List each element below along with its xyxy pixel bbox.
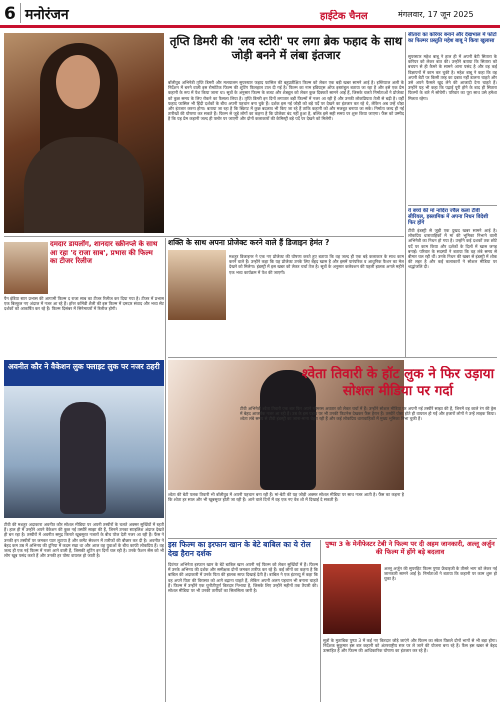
section-divider: [168, 538, 497, 539]
page-number: 6: [4, 4, 16, 24]
masthead-divider: [20, 3, 21, 23]
prabhas-headline: दमदार डायलॉग, शानदार स्क्रीनप्ले के साथ आ रहा 'द राजा साब', प्रभास की फिल्म का टीजर रिलीज: [50, 240, 158, 265]
right-story-1-body: सुपरस्टार महेश बाबू ने हाल ही में अपनी बेटी सितारा के करियर को लेकर बात की। उन्होंने बताया कि सितारा को बचपन से ही कैमरे के सामने आना पसंद है और वह कई विज्ञापनों में काम कर चुकी है। महेश बाबू ने कहा कि वह अपनी बेटी पर किसी तरह का दबाव नहीं डालना चाहते और उसे अपने फैसले खुद लेने की आजादी देना चाहते हैं। उन्होंने यह भी कहा कि पढ़ाई पूरी होने के बाद ही सितारा फिल्मों के बारे में सोचेगी। परिवार का पूरा साथ उसे हमेशा मिलता रहेगा।: [408, 54, 497, 101]
lead-headline: तृप्ति डिमरी की 'लव स्टोरी' पर लगा ब्रेक फहाद के साथ जोड़ी बनने में लंबा इंतजार: [169, 34, 403, 62]
shweta-body-continued: श्वेता की बेटी पलक तिवारी भी बॉलीवुड में अपनी पहचान बना रही हैं। मां-बेटी की यह जोड़ी अक्सर सोशल मीडिया पर साथ नजर आती है। फैंस का कहना है कि श्वेता हर साल और भी खूबसूरत होती जा रही हैं। आने वाले दिनों में वह एक नए वेब शो में दिखाई दे सकती हैं।: [168, 492, 404, 503]
avneet-photo-figure: [60, 402, 106, 514]
masthead: [0, 0, 500, 28]
designer-photo: [168, 250, 226, 320]
babil-headline: इस फिल्म का इरफान खान के बेटे बाबिल का ये रोल देख हैरान दर्शक: [168, 540, 311, 558]
column-divider: [320, 540, 321, 702]
pushpa-body: अल्लू अर्जुन की सुपरहिट फिल्म पुष्पा फ्रेंचाइजी के तीसरे भाग को लेकर नई जानकारी सामने आई है। निर्माताओं ने बताया कि कहानी पर काम शुरू हो चुका है।: [384, 566, 497, 582]
avneet-photo: [4, 386, 164, 518]
babil-body: दिवंगत अभिनेता इरफान खान के बेटे बाबिल खान अपनी नई फिल्म को लेकर सुर्खियों में हैं। फिल्म में उनके अभिनय की दर्शक और समीक्षक दोनों जमकर तारीफ कर रहे हैं। कई लोगों का कहना है कि बाबिल की अदाकारी में उनके पिता की झलक साफ दिखाई देती है। बाबिल ने एक इंटरव्यू में कहा कि वह अपने पिता की विरासत को आगे बढ़ाना चाहते हैं, लेकिन अपनी अलग पहचान भी बनाना चाहते हैं। फिल्म में उन्होंने एक चुनौतीपूर्ण किरदार निभाया है, जिसके लिए उन्होंने महीनों तक तैयारी की। सोशल मीडिया पर भी उनकी तारीफों का सिलसिला जारी है।: [168, 562, 318, 594]
prabhas-photo: [4, 242, 48, 294]
designer-headline: शक्ति के साथ अपना प्रोजेक्ट करने वाले हैं डिजाइन हेमंत ?: [168, 238, 330, 247]
lead-body: बॉलीवुड अभिनेत्री तृप्ति डिमरी और मलयालम सुपरस्टार फहाद फासिल की बहुप्रतीक्षित फिल्म को लेकर एक बड़ी खबर सामने आई है। इम्तियाज अली के निर्देशन में बनने वाली इस रोमांटिक फिल्म की शूटिंग फिलहाल टाल दी गई है। फिल्म का नाम इडियट्स ऑफ इस्तांबुल बताया जा रहा है और इसे एक प्रेम कहानी के रूप में पेश किया जाना था। सूत्रों के अनुसार फिल्म के बजट और शेड्यूल को लेकर कुछ दिक्कतें सामने आई हैं, जिसके चलते निर्माताओं ने प्रोजेक्ट को कुछ समय के लिए रोकने का फैसला लिया है। तृप्ति डिमरी इन दिनों लगातार बड़ी फिल्मों में नजर आ रही हैं और उनकी लोकप्रियता तेजी से बढ़ी है। वहीं फहाद फासिल भी हिंदी दर्शकों के बीच अपनी पहचान बना चुके हैं। दर्शक इस नई जोड़ी को बड़े पर्दे पर देखने का इंतजार कर रहे थे, लेकिन अब उन्हें थोड़ा और इंतजार करना होगा। बताया जा रहा है कि स्क्रिप्ट में कुछ बदलाव भी किए जा रहे हैं ताकि कहानी को और मजबूत बनाया जा सके। निर्माता जल्द ही नई तारीखों की घोषणा कर सकते हैं। फिल्म से जुड़े लोगों का कहना है कि प्रोजेक्ट बंद नहीं हुआ है, बल्कि इसे सही समय पर शुरू किया जाएगा। फैंस को उम्मीद है कि यह प्रेम कहानी जल्द ही फ्लोर पर जाएगी और दोनों कलाकारों की केमिस्ट्री बड़े पर्दे पर देखने को मिलेगी।: [168, 80, 404, 122]
section-title: मनोरंजन: [25, 7, 69, 23]
section-divider: [168, 357, 497, 358]
pushpa-headline: पुष्पा 3 के मेनीफेस्टर टेबी ने फिल्म पर दी अहम जानकारी, अल्लू अर्जुन की फिल्म में होंगे बड़े बदलाव: [325, 540, 495, 556]
shweta-headline: श्वेता तिवारी के हॉट लुक ने फिर उड़ाया सोशल मीडिया पर गर्दा: [301, 366, 495, 399]
newspaper-name: हाईटेक चैनल: [320, 11, 368, 22]
issue-date: मंगलवार, 17 जून 2025: [398, 10, 474, 19]
column-divider: [405, 32, 406, 358]
right-story-2-body: टीवी इंडस्ट्री से जुड़ी एक दुखद खबर सामने आई है। लोकप्रिय धारावाहिकों में मां की भूमिका निभाने वाली अभिनेत्री का निधन हो गया है। उन्होंने कई दशकों तक छोटे पर्दे पर काम किया और दर्शकों के दिलों में खास जगह बनाई। परिवार के सदस्यों ने बताया कि वह लंबे समय से बीमार चल रही थीं। उनके निधन की खबर से इंडस्ट्री में शोक की लहर है और कई कलाकारों ने सोशल मीडिया पर श्रद्धांजलि दी।: [408, 228, 497, 270]
prabhas-body: पैन इंडिया स्टार प्रभास की आगामी फिल्म द राजा साब का टीजर रिलीज कर दिया गया है। टीजर में प्रभास एक बिल्कुल नए अंदाज में नजर आ रहे हैं। हॉरर कॉमेडी शैली की इस फिल्म में दमदार संवाद और भव्य सेट दर्शकों को आकर्षित कर रहे हैं। फिल्म दिसंबर में सिनेमाघरों में रिलीज होगी।: [4, 296, 164, 312]
pushpa-photo: [323, 564, 381, 634]
avneet-headline: अवनीत कौर ने वैकेशन लुक फ्लाइट लुक पर नजर ठहरी: [8, 362, 160, 371]
avneet-body: टीवी की मशहूर अदाकारा अवनीत कौर सोशल मीडिया पर अपनी तस्वीरों के चलते अक्सर सुर्खियों में रहती हैं। हाल ही में उन्होंने अपने वैकेशन की कुछ नई तस्वीरें साझा की हैं, जिनमें उनका स्टाइलिश अंदाज देखते ही बन रहा है। तस्वीरों में अवनीत समुद्र किनारे खूबसूरत नजारों के बीच पोज देती नजर आ रही हैं। फैंस ने उनकी इन तस्वीरों पर जमकर प्यार लुटाया है और कमेंट सेक्शन में तारीफों की बौछार कर दी है। अवनीत ने बेहद कम उम्र में अभिनय की दुनिया में कदम रखा था और आज वह युवाओं के बीच काफी लोकप्रिय हैं। वह जल्द ही एक नई फिल्म में नजर आने वाली हैं, जिसकी शूटिंग इन दिनों चल रही है। उनके फैशन सेंस को भी लोग खूब पसंद करते हैं और उनकी हर पोस्ट वायरल हो जाती है।: [4, 522, 164, 559]
right-story-2-headline: ये बच्चे की मां नादिरा ज्वैल कला टीवी सीरियल, इस्लामिक में अपना निधन विदेशी फिर होंगे: [408, 208, 489, 227]
right-story-1-headline: सीतारा का करियर बनाने और देखभाल में फोटो का फिल्मर प्रस्तुति महेश बाबू ने किया खुलासा: [408, 32, 497, 45]
section-divider: [4, 236, 404, 237]
designer-body: मशहूर डिजाइनर ने एक नए प्रोजेक्ट की घोषणा करते हुए बताया कि वह जल्द ही एक बड़े कलाकार के साथ काम करने वाले हैं। उन्होंने कहा कि यह प्रोजेक्ट उनके लिए बेहद खास है और इसमें पारंपरिक व आधुनिक फैशन का मेल देखने को मिलेगा। इंडस्ट्री में इस खबर को लेकर चर्चा तेज है। सूत्रों के अनुसार कलेक्शन की पहली झलक अगले महीने एक भव्य कार्यक्रम में पेश की जाएगी।: [229, 254, 404, 275]
lead-photo: [4, 33, 164, 233]
lead-photo-face: [56, 55, 100, 109]
pushpa-body-continued: सूत्रों के मुताबिक पुष्पा 3 में कई नए किरदार जोड़े जाएंगे और फिल्म का स्केल पिछले दोनों भागों से भी बड़ा होगा। निर्देशक सुकुमार इस बार कहानी को अंतरराष्ट्रीय स्तर पर ले जाने की योजना बना रहे हैं। फैंस इस खबर से बेहद उत्साहित हैं और फिल्म की आधिकारिक घोषणा का इंतजार कर रहे हैं।: [323, 638, 497, 654]
right-story-divider: [408, 205, 497, 206]
column-divider: [165, 238, 166, 702]
shweta-body: टीवी अभिनेत्री श्वेता तिवारी एक बार फिर अपने ग्लैमरस अवतार को लेकर चर्चा में हैं। उन्होंने सोशल मीडिया पर अपनी नई तस्वीरें साझा की हैं, जिनमें वह काले रंग की ड्रेस में बेहद आकर्षक नजर आ रही हैं। उम्र के इस पड़ाव पर भी उनकी फिटनेस देखकर फैंस हैरान हैं। तस्वीरें पोस्ट होते ही वायरल हो गईं और हजारों लोगों ने उन्हें लाइक किया। श्वेता लंबे समय से टीवी इंडस्ट्री का जाना-माना चेहरा रही हैं और कई लोकप्रिय धारावाहिकों में मुख्य भूमिका निभा चुकी हैं।: [240, 406, 496, 422]
lead-photo-dress: [24, 137, 144, 233]
